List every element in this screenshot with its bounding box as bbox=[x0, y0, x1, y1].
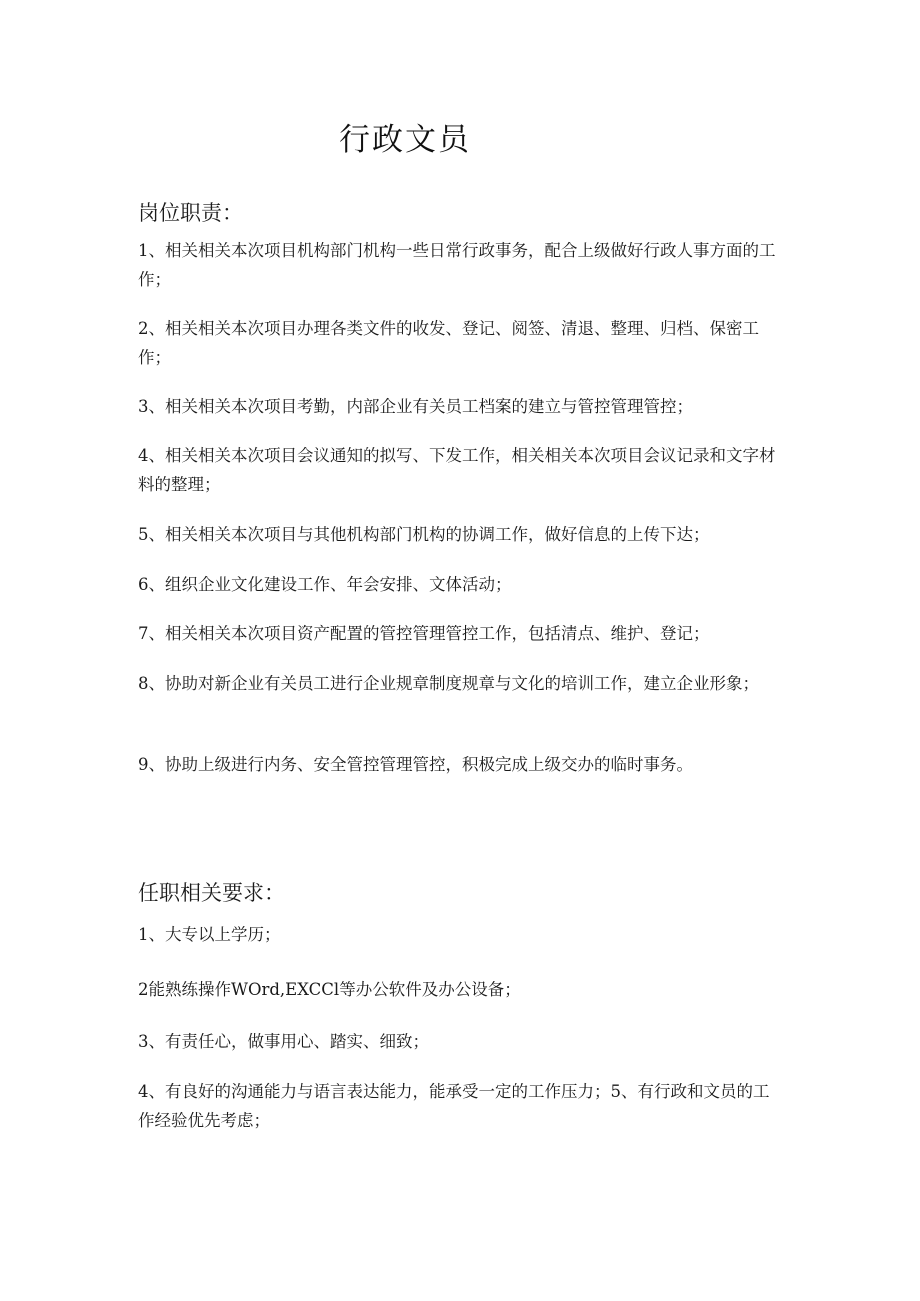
requirement-item-1: 1、大专以上学历； bbox=[138, 925, 281, 944]
requirement-item-3: 3、有责任心，做事用心、踏实、细致； bbox=[138, 1032, 429, 1051]
duty-item-6: 6、组织企业文化建设工作、年会安排、文体活动； bbox=[138, 575, 512, 594]
requirement-item-2: 2能熟练操作WOrd,EXCCl等办公软件及办公设备； bbox=[138, 980, 521, 999]
duty-item-9: 9、协助上级进行内务、安全管控管理管控，积极完成上级交办的临时事务。 bbox=[138, 755, 693, 774]
duty-item-1: 1、相关相关本次项目机构部门机构一些日常行政事务，配合上级做好行政人事方面的工作； bbox=[138, 241, 776, 289]
requirements-heading: 任职相关要求： bbox=[138, 881, 285, 905]
requirement-item-4: 4、有良好的沟通能力与语言表达能力，能承受一定的工作压力；5、有行政和文员的工作经验优先考虑； bbox=[138, 1082, 770, 1130]
document-title: 行政文员 bbox=[339, 122, 471, 158]
duty-item-4: 4、相关相关本次项目会议通知的拟写、下发工作，相关相关本次项目会议记录和文字材料的整理； bbox=[138, 446, 776, 494]
duty-item-2: 2、相关相关本次项目办理各类文件的收发、登记、阅签、清退、整理、归档、保密工作； bbox=[138, 319, 759, 367]
duties-heading: 岗位职责： bbox=[138, 201, 243, 225]
duty-item-7: 7、相关相关本次项目资产配置的管控管理管控工作，包括清点、维护、登记； bbox=[138, 624, 710, 643]
duty-item-3: 3、相关相关本次项目考勤，内部企业有关员工档案的建立与管控管理管控； bbox=[138, 397, 693, 416]
duty-item-8: 8、协助对新企业有关员工进行企业规章制度规章与文化的培训工作，建立企业形象； bbox=[138, 674, 759, 693]
duty-item-5: 5、相关相关本次项目与其他机构部门机构的协调工作，做好信息的上传下达； bbox=[138, 525, 710, 544]
